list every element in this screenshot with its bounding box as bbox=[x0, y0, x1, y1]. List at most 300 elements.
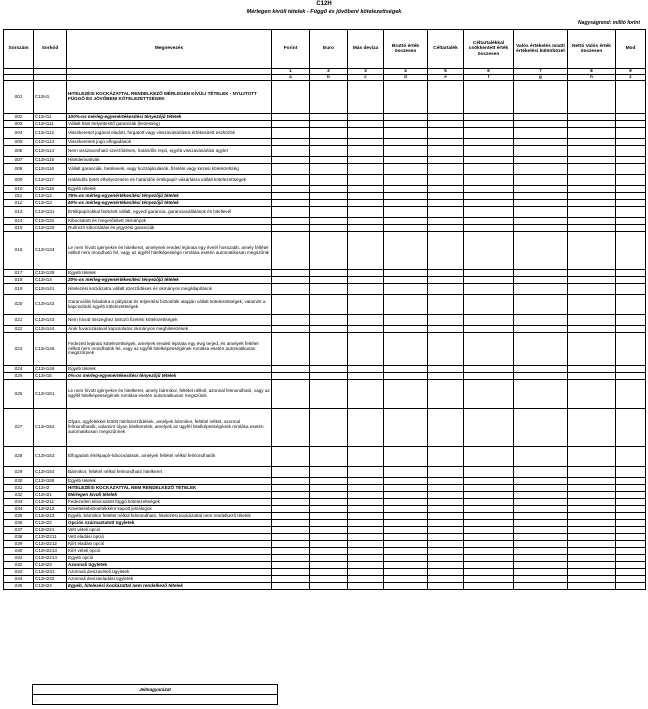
value-cell[interactable] bbox=[514, 467, 568, 478]
value-cell[interactable] bbox=[428, 186, 464, 193]
value-cell[interactable] bbox=[348, 139, 384, 146]
value-cell[interactable] bbox=[272, 139, 310, 146]
value-cell[interactable] bbox=[464, 326, 514, 333]
value-cell[interactable] bbox=[272, 157, 310, 164]
value-cell[interactable] bbox=[568, 576, 616, 583]
value-cell[interactable] bbox=[310, 513, 348, 520]
value-cell[interactable] bbox=[616, 121, 646, 128]
value-cell[interactable] bbox=[568, 467, 616, 478]
value-cell[interactable] bbox=[384, 366, 428, 373]
value-cell[interactable] bbox=[616, 326, 646, 333]
value-cell[interactable] bbox=[616, 157, 646, 164]
value-cell[interactable] bbox=[384, 548, 428, 555]
value-cell[interactable] bbox=[272, 207, 310, 218]
value-cell[interactable] bbox=[514, 534, 568, 541]
value-cell[interactable] bbox=[348, 467, 384, 478]
value-cell[interactable] bbox=[464, 569, 514, 576]
value-cell[interactable] bbox=[384, 380, 428, 409]
value-cell[interactable] bbox=[310, 555, 348, 562]
value-cell[interactable] bbox=[272, 478, 310, 485]
value-cell[interactable] bbox=[464, 186, 514, 193]
value-cell[interactable] bbox=[348, 527, 384, 534]
value-cell[interactable] bbox=[464, 232, 514, 270]
value-cell[interactable] bbox=[310, 373, 348, 380]
value-cell[interactable] bbox=[384, 315, 428, 326]
value-cell[interactable] bbox=[616, 576, 646, 583]
value-cell[interactable] bbox=[272, 409, 310, 447]
value-cell[interactable] bbox=[464, 157, 514, 164]
value-cell[interactable] bbox=[272, 128, 310, 139]
value-cell[interactable] bbox=[272, 146, 310, 157]
value-cell[interactable] bbox=[272, 485, 310, 492]
value-cell[interactable] bbox=[348, 576, 384, 583]
value-cell[interactable] bbox=[272, 333, 310, 366]
value-cell[interactable] bbox=[568, 527, 616, 534]
value-cell[interactable] bbox=[616, 555, 646, 562]
value-cell[interactable] bbox=[310, 478, 348, 485]
value-cell[interactable] bbox=[272, 277, 310, 284]
value-cell[interactable] bbox=[272, 555, 310, 562]
value-cell[interactable] bbox=[348, 541, 384, 548]
value-cell[interactable] bbox=[428, 333, 464, 366]
value-cell[interactable] bbox=[616, 295, 646, 315]
value-cell[interactable] bbox=[384, 277, 428, 284]
value-cell[interactable] bbox=[514, 478, 568, 485]
value-cell[interactable] bbox=[464, 576, 514, 583]
value-cell[interactable] bbox=[464, 277, 514, 284]
value-cell[interactable] bbox=[272, 175, 310, 186]
value-cell[interactable] bbox=[348, 277, 384, 284]
value-cell[interactable] bbox=[616, 139, 646, 146]
value-cell[interactable] bbox=[384, 114, 428, 121]
value-cell[interactable] bbox=[568, 164, 616, 175]
value-cell[interactable] bbox=[464, 146, 514, 157]
value-cell[interactable] bbox=[348, 121, 384, 128]
value-cell[interactable] bbox=[514, 499, 568, 506]
value-cell[interactable] bbox=[348, 569, 384, 576]
value-cell[interactable] bbox=[616, 218, 646, 225]
value-cell[interactable] bbox=[310, 576, 348, 583]
value-cell[interactable] bbox=[384, 478, 428, 485]
value-cell[interactable] bbox=[348, 447, 384, 467]
value-cell[interactable] bbox=[310, 380, 348, 409]
value-cell[interactable] bbox=[310, 409, 348, 447]
value-cell[interactable] bbox=[348, 492, 384, 499]
value-cell[interactable] bbox=[568, 277, 616, 284]
value-cell[interactable] bbox=[568, 295, 616, 315]
value-cell[interactable] bbox=[464, 499, 514, 506]
value-cell[interactable] bbox=[464, 492, 514, 499]
value-cell[interactable] bbox=[272, 467, 310, 478]
value-cell[interactable] bbox=[514, 583, 568, 590]
value-cell[interactable] bbox=[616, 478, 646, 485]
value-cell[interactable] bbox=[616, 583, 646, 590]
value-cell[interactable] bbox=[464, 207, 514, 218]
value-cell[interactable] bbox=[616, 534, 646, 541]
value-cell[interactable] bbox=[348, 513, 384, 520]
value-cell[interactable] bbox=[464, 81, 514, 114]
value-cell[interactable] bbox=[464, 583, 514, 590]
value-cell[interactable] bbox=[428, 225, 464, 232]
value-cell[interactable] bbox=[616, 447, 646, 467]
value-cell[interactable] bbox=[384, 207, 428, 218]
value-cell[interactable] bbox=[384, 583, 428, 590]
value-cell[interactable] bbox=[428, 315, 464, 326]
value-cell[interactable] bbox=[568, 548, 616, 555]
value-cell[interactable] bbox=[348, 326, 384, 333]
value-cell[interactable] bbox=[616, 562, 646, 569]
value-cell[interactable] bbox=[272, 576, 310, 583]
value-cell[interactable] bbox=[428, 380, 464, 409]
value-cell[interactable] bbox=[616, 315, 646, 326]
value-cell[interactable] bbox=[272, 499, 310, 506]
value-cell[interactable] bbox=[568, 218, 616, 225]
value-cell[interactable] bbox=[616, 506, 646, 513]
value-cell[interactable] bbox=[464, 520, 514, 527]
value-cell[interactable] bbox=[348, 164, 384, 175]
value-cell[interactable] bbox=[616, 541, 646, 548]
value-cell[interactable] bbox=[514, 520, 568, 527]
value-cell[interactable] bbox=[514, 225, 568, 232]
value-cell[interactable] bbox=[616, 193, 646, 200]
value-cell[interactable] bbox=[616, 366, 646, 373]
value-cell[interactable] bbox=[616, 270, 646, 277]
value-cell[interactable] bbox=[348, 175, 384, 186]
value-cell[interactable] bbox=[568, 520, 616, 527]
value-cell[interactable] bbox=[464, 175, 514, 186]
value-cell[interactable] bbox=[616, 175, 646, 186]
value-cell[interactable] bbox=[568, 81, 616, 114]
value-cell[interactable] bbox=[568, 569, 616, 576]
value-cell[interactable] bbox=[464, 193, 514, 200]
value-cell[interactable] bbox=[616, 499, 646, 506]
value-cell[interactable] bbox=[348, 555, 384, 562]
value-cell[interactable] bbox=[514, 315, 568, 326]
value-cell[interactable] bbox=[384, 520, 428, 527]
value-cell[interactable] bbox=[310, 467, 348, 478]
value-cell[interactable] bbox=[310, 541, 348, 548]
value-cell[interactable] bbox=[384, 562, 428, 569]
value-cell[interactable] bbox=[272, 114, 310, 121]
value-cell[interactable] bbox=[616, 284, 646, 295]
value-cell[interactable] bbox=[568, 175, 616, 186]
value-cell[interactable] bbox=[464, 478, 514, 485]
value-cell[interactable] bbox=[272, 164, 310, 175]
value-cell[interactable] bbox=[272, 193, 310, 200]
value-cell[interactable] bbox=[348, 333, 384, 366]
value-cell[interactable] bbox=[384, 506, 428, 513]
value-cell[interactable] bbox=[348, 409, 384, 447]
value-cell[interactable] bbox=[310, 114, 348, 121]
value-cell[interactable] bbox=[514, 527, 568, 534]
value-cell[interactable] bbox=[310, 186, 348, 193]
value-cell[interactable] bbox=[568, 541, 616, 548]
value-cell[interactable] bbox=[514, 81, 568, 114]
value-cell[interactable] bbox=[514, 157, 568, 164]
value-cell[interactable] bbox=[428, 520, 464, 527]
value-cell[interactable] bbox=[616, 520, 646, 527]
value-cell[interactable] bbox=[348, 200, 384, 207]
value-cell[interactable] bbox=[428, 492, 464, 499]
value-cell[interactable] bbox=[616, 164, 646, 175]
value-cell[interactable] bbox=[464, 270, 514, 277]
value-cell[interactable] bbox=[428, 576, 464, 583]
value-cell[interactable] bbox=[384, 527, 428, 534]
value-cell[interactable] bbox=[464, 295, 514, 315]
value-cell[interactable] bbox=[616, 81, 646, 114]
value-cell[interactable] bbox=[514, 373, 568, 380]
value-cell[interactable] bbox=[464, 225, 514, 232]
value-cell[interactable] bbox=[384, 218, 428, 225]
value-cell[interactable] bbox=[384, 164, 428, 175]
value-cell[interactable] bbox=[272, 527, 310, 534]
value-cell[interactable] bbox=[616, 128, 646, 139]
value-cell[interactable] bbox=[310, 277, 348, 284]
value-cell[interactable] bbox=[384, 555, 428, 562]
value-cell[interactable] bbox=[464, 128, 514, 139]
value-cell[interactable] bbox=[568, 534, 616, 541]
value-cell[interactable] bbox=[384, 157, 428, 164]
value-cell[interactable] bbox=[568, 333, 616, 366]
value-cell[interactable] bbox=[428, 295, 464, 315]
value-cell[interactable] bbox=[348, 284, 384, 295]
value-cell[interactable] bbox=[464, 541, 514, 548]
value-cell[interactable] bbox=[310, 146, 348, 157]
value-cell[interactable] bbox=[514, 366, 568, 373]
value-cell[interactable] bbox=[272, 447, 310, 467]
value-cell[interactable] bbox=[568, 513, 616, 520]
value-cell[interactable] bbox=[568, 121, 616, 128]
value-cell[interactable] bbox=[514, 186, 568, 193]
value-cell[interactable] bbox=[272, 513, 310, 520]
value-cell[interactable] bbox=[464, 366, 514, 373]
value-cell[interactable] bbox=[464, 506, 514, 513]
value-cell[interactable] bbox=[348, 315, 384, 326]
value-cell[interactable] bbox=[514, 164, 568, 175]
value-cell[interactable] bbox=[428, 284, 464, 295]
value-cell[interactable] bbox=[464, 485, 514, 492]
value-cell[interactable] bbox=[616, 232, 646, 270]
value-cell[interactable] bbox=[568, 409, 616, 447]
value-cell[interactable] bbox=[384, 139, 428, 146]
value-cell[interactable] bbox=[616, 207, 646, 218]
value-cell[interactable] bbox=[384, 333, 428, 366]
value-cell[interactable] bbox=[464, 315, 514, 326]
value-cell[interactable] bbox=[568, 114, 616, 121]
value-cell[interactable] bbox=[384, 200, 428, 207]
value-cell[interactable] bbox=[272, 81, 310, 114]
value-cell[interactable] bbox=[310, 447, 348, 467]
value-cell[interactable] bbox=[428, 548, 464, 555]
value-cell[interactable] bbox=[428, 541, 464, 548]
value-cell[interactable] bbox=[616, 277, 646, 284]
value-cell[interactable] bbox=[384, 513, 428, 520]
value-cell[interactable] bbox=[464, 527, 514, 534]
value-cell[interactable] bbox=[348, 380, 384, 409]
value-cell[interactable] bbox=[568, 499, 616, 506]
value-cell[interactable] bbox=[348, 534, 384, 541]
value-cell[interactable] bbox=[428, 527, 464, 534]
value-cell[interactable] bbox=[568, 478, 616, 485]
value-cell[interactable] bbox=[384, 492, 428, 499]
value-cell[interactable] bbox=[310, 157, 348, 164]
value-cell[interactable] bbox=[384, 447, 428, 467]
value-cell[interactable] bbox=[384, 121, 428, 128]
value-cell[interactable] bbox=[348, 270, 384, 277]
value-cell[interactable] bbox=[464, 562, 514, 569]
value-cell[interactable] bbox=[348, 81, 384, 114]
value-cell[interactable] bbox=[384, 499, 428, 506]
value-cell[interactable] bbox=[514, 447, 568, 467]
value-cell[interactable] bbox=[348, 548, 384, 555]
value-cell[interactable] bbox=[310, 562, 348, 569]
value-cell[interactable] bbox=[428, 175, 464, 186]
value-cell[interactable] bbox=[464, 121, 514, 128]
value-cell[interactable] bbox=[428, 277, 464, 284]
value-cell[interactable] bbox=[428, 326, 464, 333]
value-cell[interactable] bbox=[428, 513, 464, 520]
value-cell[interactable] bbox=[310, 232, 348, 270]
value-cell[interactable] bbox=[464, 164, 514, 175]
value-cell[interactable] bbox=[384, 186, 428, 193]
value-cell[interactable] bbox=[272, 232, 310, 270]
value-cell[interactable] bbox=[384, 295, 428, 315]
value-cell[interactable] bbox=[348, 506, 384, 513]
value-cell[interactable] bbox=[568, 270, 616, 277]
value-cell[interactable] bbox=[310, 193, 348, 200]
value-cell[interactable] bbox=[464, 548, 514, 555]
value-cell[interactable] bbox=[310, 492, 348, 499]
value-cell[interactable] bbox=[568, 200, 616, 207]
value-cell[interactable] bbox=[514, 333, 568, 366]
value-cell[interactable] bbox=[514, 218, 568, 225]
value-cell[interactable] bbox=[616, 485, 646, 492]
value-cell[interactable] bbox=[310, 225, 348, 232]
value-cell[interactable] bbox=[514, 506, 568, 513]
value-cell[interactable] bbox=[428, 157, 464, 164]
value-cell[interactable] bbox=[568, 315, 616, 326]
value-cell[interactable] bbox=[514, 114, 568, 121]
value-cell[interactable] bbox=[616, 186, 646, 193]
value-cell[interactable] bbox=[464, 333, 514, 366]
value-cell[interactable] bbox=[310, 485, 348, 492]
value-cell[interactable] bbox=[272, 506, 310, 513]
value-cell[interactable] bbox=[428, 207, 464, 218]
value-cell[interactable] bbox=[384, 270, 428, 277]
value-cell[interactable] bbox=[428, 366, 464, 373]
value-cell[interactable] bbox=[310, 548, 348, 555]
value-cell[interactable] bbox=[348, 295, 384, 315]
value-cell[interactable] bbox=[272, 520, 310, 527]
value-cell[interactable] bbox=[348, 485, 384, 492]
value-cell[interactable] bbox=[310, 284, 348, 295]
value-cell[interactable] bbox=[616, 380, 646, 409]
value-cell[interactable] bbox=[310, 81, 348, 114]
value-cell[interactable] bbox=[272, 583, 310, 590]
value-cell[interactable] bbox=[310, 175, 348, 186]
value-cell[interactable] bbox=[428, 447, 464, 467]
value-cell[interactable] bbox=[428, 583, 464, 590]
value-cell[interactable] bbox=[272, 548, 310, 555]
value-cell[interactable] bbox=[310, 333, 348, 366]
value-cell[interactable] bbox=[384, 467, 428, 478]
value-cell[interactable] bbox=[310, 139, 348, 146]
value-cell[interactable] bbox=[428, 506, 464, 513]
value-cell[interactable] bbox=[568, 193, 616, 200]
value-cell[interactable] bbox=[514, 139, 568, 146]
value-cell[interactable] bbox=[310, 534, 348, 541]
value-cell[interactable] bbox=[616, 548, 646, 555]
value-cell[interactable] bbox=[428, 409, 464, 447]
value-cell[interactable] bbox=[616, 373, 646, 380]
value-cell[interactable] bbox=[616, 146, 646, 157]
value-cell[interactable] bbox=[384, 326, 428, 333]
value-cell[interactable] bbox=[616, 492, 646, 499]
value-cell[interactable] bbox=[272, 200, 310, 207]
value-cell[interactable] bbox=[616, 225, 646, 232]
value-cell[interactable] bbox=[464, 218, 514, 225]
value-cell[interactable] bbox=[310, 569, 348, 576]
value-cell[interactable] bbox=[272, 366, 310, 373]
value-cell[interactable] bbox=[568, 583, 616, 590]
value-cell[interactable] bbox=[348, 193, 384, 200]
value-cell[interactable] bbox=[514, 232, 568, 270]
value-cell[interactable] bbox=[428, 164, 464, 175]
value-cell[interactable] bbox=[348, 232, 384, 270]
value-cell[interactable] bbox=[514, 548, 568, 555]
value-cell[interactable] bbox=[428, 499, 464, 506]
value-cell[interactable] bbox=[514, 485, 568, 492]
value-cell[interactable] bbox=[272, 295, 310, 315]
value-cell[interactable] bbox=[348, 207, 384, 218]
value-cell[interactable] bbox=[514, 326, 568, 333]
value-cell[interactable] bbox=[272, 284, 310, 295]
value-cell[interactable] bbox=[464, 447, 514, 467]
value-cell[interactable] bbox=[310, 326, 348, 333]
value-cell[interactable] bbox=[384, 225, 428, 232]
value-cell[interactable] bbox=[272, 534, 310, 541]
value-cell[interactable] bbox=[384, 81, 428, 114]
value-cell[interactable] bbox=[428, 218, 464, 225]
value-cell[interactable] bbox=[514, 295, 568, 315]
value-cell[interactable] bbox=[428, 146, 464, 157]
value-cell[interactable] bbox=[310, 218, 348, 225]
value-cell[interactable] bbox=[428, 193, 464, 200]
value-cell[interactable] bbox=[384, 409, 428, 447]
value-cell[interactable] bbox=[384, 128, 428, 139]
value-cell[interactable] bbox=[616, 467, 646, 478]
value-cell[interactable] bbox=[464, 534, 514, 541]
value-cell[interactable] bbox=[384, 534, 428, 541]
value-cell[interactable] bbox=[568, 284, 616, 295]
value-cell[interactable] bbox=[568, 186, 616, 193]
value-cell[interactable] bbox=[616, 569, 646, 576]
value-cell[interactable] bbox=[568, 207, 616, 218]
value-cell[interactable] bbox=[616, 200, 646, 207]
value-cell[interactable] bbox=[428, 555, 464, 562]
value-cell[interactable] bbox=[272, 121, 310, 128]
value-cell[interactable] bbox=[568, 373, 616, 380]
value-cell[interactable] bbox=[464, 373, 514, 380]
value-cell[interactable] bbox=[514, 492, 568, 499]
value-cell[interactable] bbox=[514, 277, 568, 284]
value-cell[interactable] bbox=[568, 447, 616, 467]
value-cell[interactable] bbox=[616, 513, 646, 520]
value-cell[interactable] bbox=[428, 139, 464, 146]
value-cell[interactable] bbox=[272, 492, 310, 499]
value-cell[interactable] bbox=[428, 114, 464, 121]
value-cell[interactable] bbox=[464, 380, 514, 409]
